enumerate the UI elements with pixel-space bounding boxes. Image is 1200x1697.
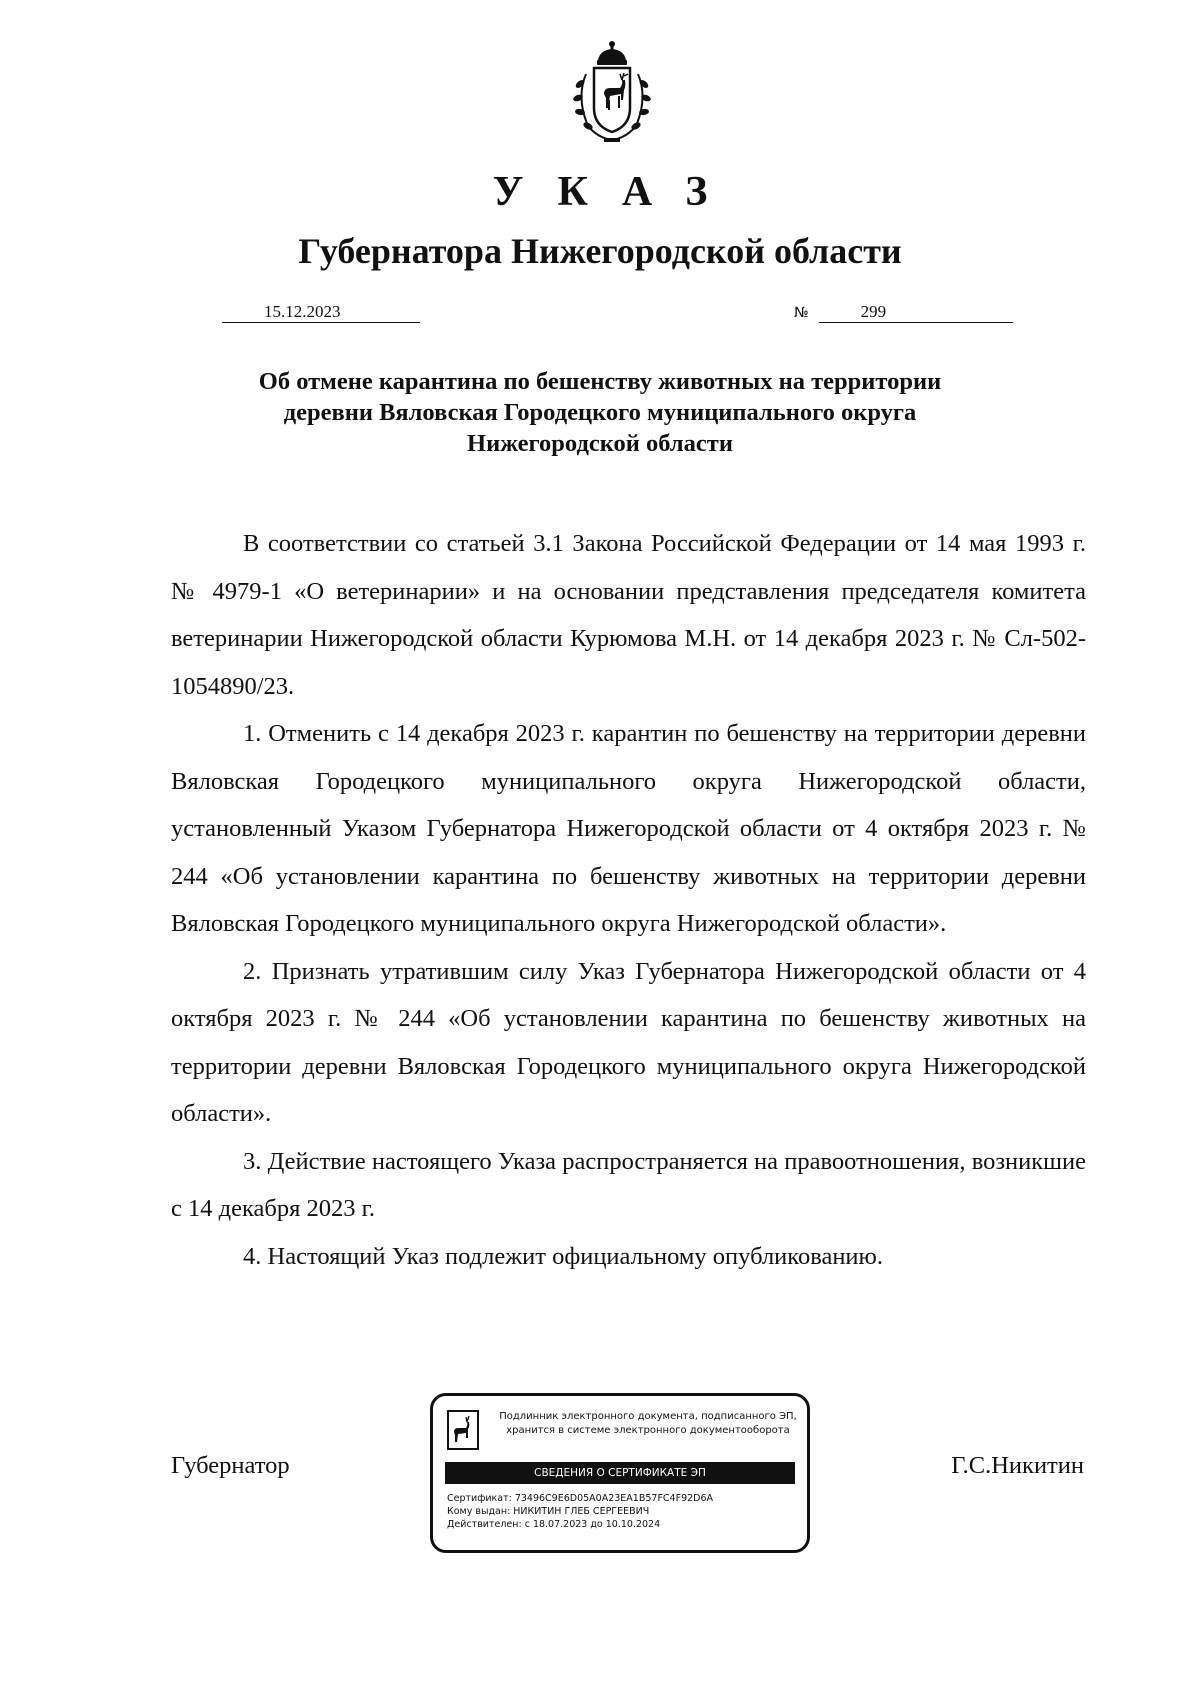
number-sign: № [794,305,809,321]
decree-body [171,520,1086,1280]
decree-number-block [794,302,1013,323]
subject-line: деревни Вяловская Городецкого муниципального округа [283,399,917,426]
stamp-header-line: Подлинник электронного документа, подписанного ЭП, [499,1411,797,1422]
signatory-position: Губернатор [171,1452,290,1479]
issuer-heading: Губернатора Нижегородской области [298,231,902,271]
item-paragraph-3: 3. Действие настоящего Указа распространяется на правоотношения, возникшие с 14 декабря 2023 г. [171,1147,1086,1222]
certificate-validity: Действителен: с 18.07.2023 до 10.10.2024 [447,1519,661,1530]
decree-date: 15.12.2023 [222,302,420,323]
preamble-paragraph: В соответствии со статьей 3.1 Закона Российской Федерации от 14 мая 1993 г. № 4979-1 «О ветеринарии» и на основании представления председателя комитета ветеринарии Нижегородской области Курюмова М.Н. от 14 декабря 2023 г. № Сл-502-1054890/23. [171,530,1086,700]
item-paragraph-1: 1. Отменить с 14 декабря 2023 г. карантин по бешенству на территории деревни Вяловская Городецкого муниципального округа Нижегородской области, установленный Указом Губернатора Нижегородской области от 4 октября 2023 г. № 244 «Об установлении карантина по бешенству животных на территории деревни Вяловская Городецкого муниципального округа Нижегородской области». [171,720,1086,937]
signatory-name: Г.С.Никитин [951,1452,1084,1479]
item-paragraph-4: 4. Настоящий Указ подлежит официальному опубликованию. [243,1242,883,1270]
coat-of-arms-emblem [568,38,656,148]
subject-line: Нижегородской области [467,430,733,457]
certificate-info-bar: СВЕДЕНИЯ О СЕРТИФИКАТЕ ЭП [445,1462,795,1484]
deer-logo-icon [447,1410,479,1450]
decree-title: УКАЗ [492,169,742,215]
subject-line: Об отмене карантина по бешенству животных на территории [258,368,942,395]
stamp-header-line: хранится в системе электронного документооборота [506,1425,790,1436]
certificate-details [447,1492,797,1531]
electronic-signature-stamp [430,1393,810,1553]
decree-subject [0,366,1200,459]
certificate-id: Сертификат: 73496C9E6D05A0A23EA1B57FC4F92D6A [447,1493,714,1504]
certificate-holder: Кому выдан: НИКИТИН ГЛЕБ СЕРГЕЕВИЧ [447,1506,650,1517]
stamp-header [489,1410,807,1438]
item-paragraph-2: 2. Признать утратившим силу Указ Губернатора Нижегородской области от 4 октября 2023 г. № 244 «Об установлении карантина по бешенству животных на территории деревни Вяловская Городецкого муниципального округа Нижегородской области». [171,957,1086,1127]
decree-number: 299 [819,302,1013,323]
